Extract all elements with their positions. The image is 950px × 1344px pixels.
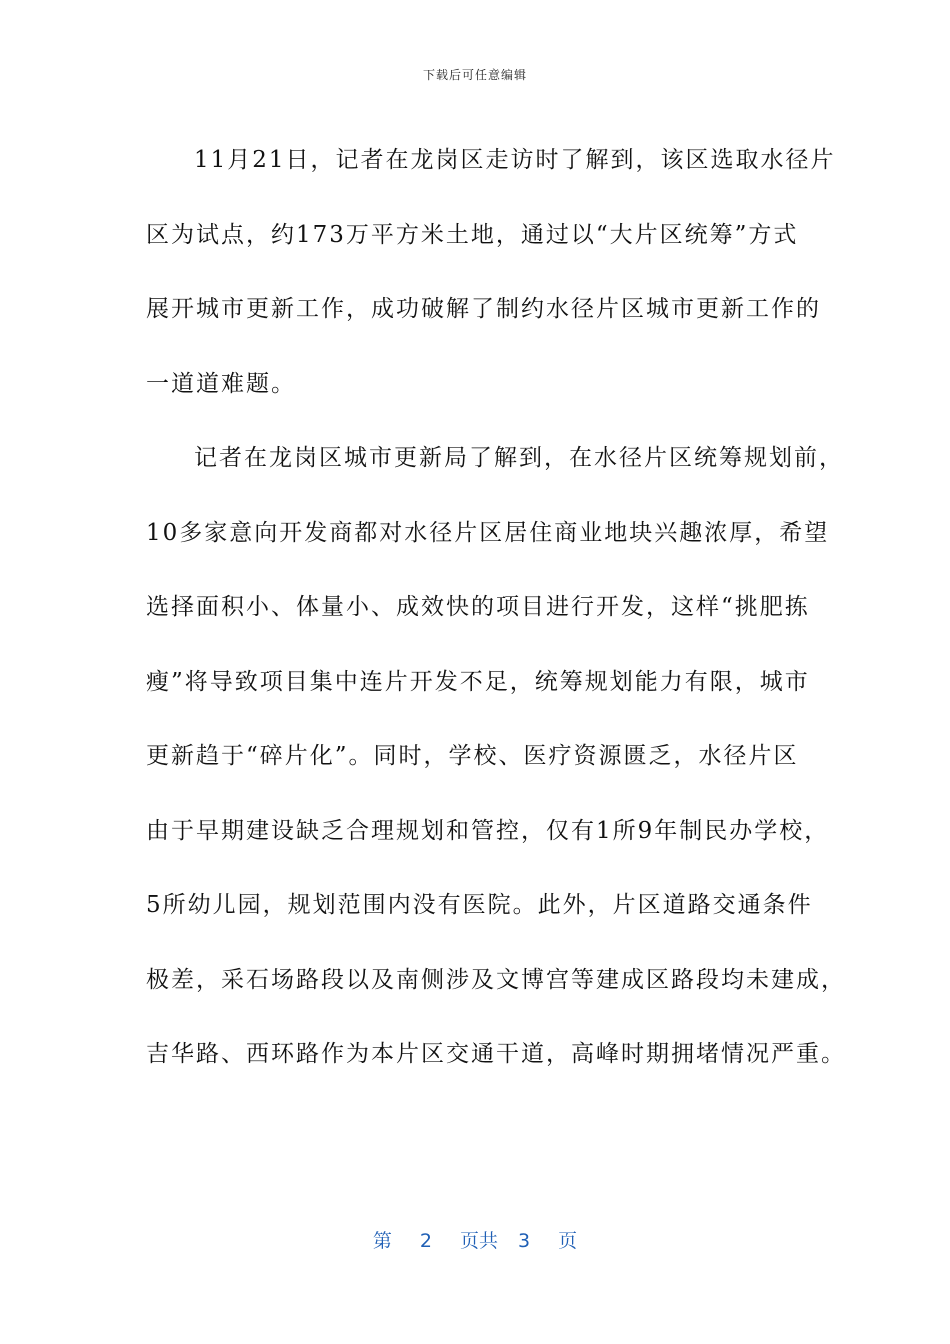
text-line: 5所幼儿园，规划范围内没有医院。此外，片区道路交通条件 <box>146 892 813 918</box>
text-line: 由于早期建设缺乏合理规划和管控，仅有1所9年制民办学校， <box>146 817 830 844</box>
page-label-mid: 页共 <box>459 1230 498 1252</box>
page-footer <box>0 1226 950 1253</box>
text-line: 极差，采石场路段以及南侧涉及文博宫等建成区路段均未建成， <box>146 966 846 993</box>
text-line: 吉华路、西环路作为本片区交通干道，高峰时期拥堵情况严重。 <box>146 1041 846 1067</box>
text-line: 一道道难题。 <box>146 370 296 397</box>
text-line: 11月21日，记者在龙岗区走访时了解到，该区选取水径片 <box>194 147 836 173</box>
current-page-number: 2 <box>419 1230 432 1252</box>
page-label-prefix: 第 <box>372 1230 392 1252</box>
text-line: 选择面积小、体量小、成效快的项目进行开发，这样“挑肥拣 <box>146 594 810 620</box>
text-line: 更新趋于“碎片化”。同时，学校、医疗资源匮乏，水径片区 <box>146 743 799 769</box>
text-line: 区为试点，约173万平方米土地，通过以“大片区统筹”方式 <box>146 221 799 248</box>
paragraph-2 <box>146 421 846 1092</box>
text-line: 瘦”将导致项目集中连片开发不足，统筹规划能力有限，城市 <box>146 668 810 695</box>
text-line: 10多家意向开发商都对水径片区居住商业地块兴趣浓厚，希望 <box>146 519 830 546</box>
paragraph-1 <box>146 123 836 421</box>
page-header: 下载后可任意编辑 <box>422 68 527 82</box>
document-body <box>146 123 846 1092</box>
text-line: 记者在龙岗区城市更新局了解到，在水径片区统筹规划前， <box>194 445 844 471</box>
text-line: 展开城市更新工作，成功破解了制约水径片区城市更新工作的 <box>146 296 821 322</box>
page-label-suffix: 页 <box>558 1230 578 1252</box>
total-pages-number: 3 <box>518 1230 531 1252</box>
